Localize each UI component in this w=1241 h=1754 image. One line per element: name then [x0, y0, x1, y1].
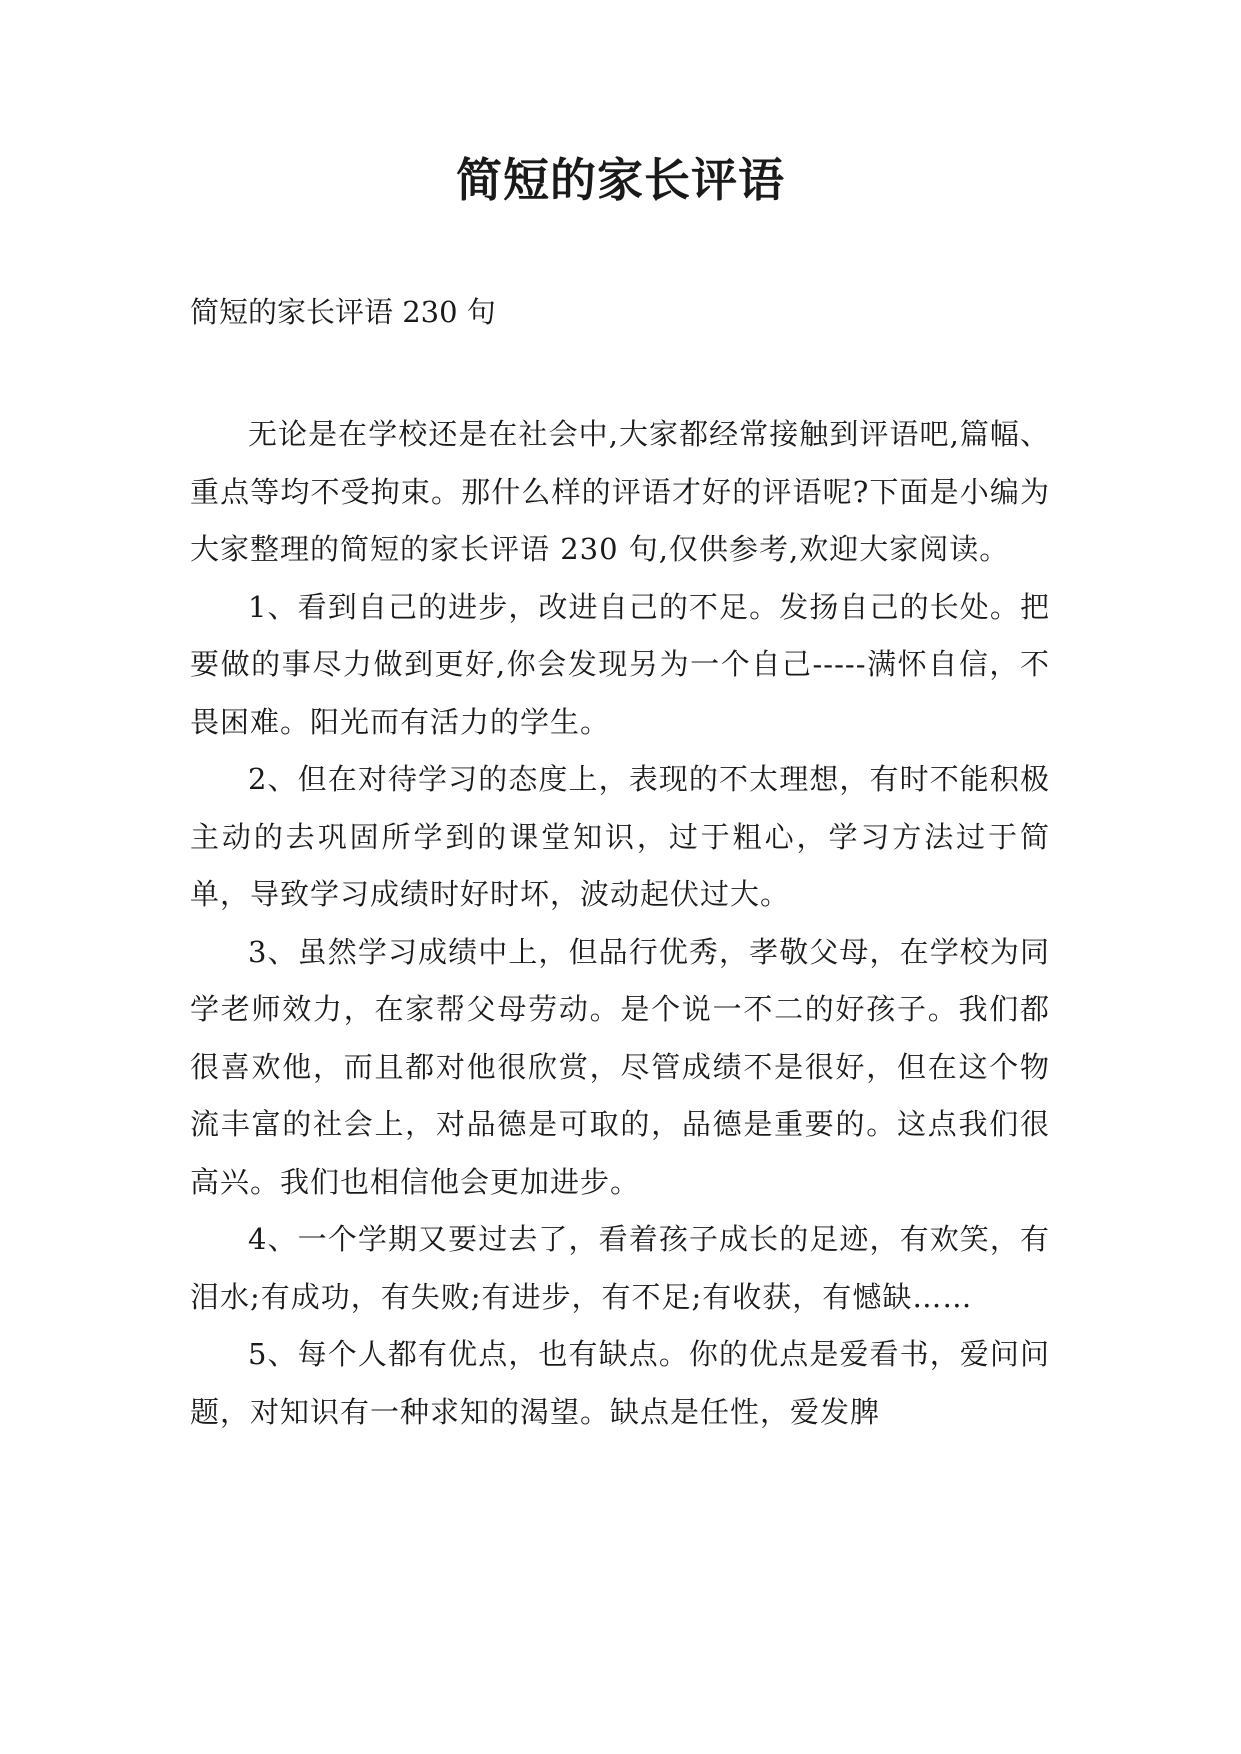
comment-paragraph-2: 2、但在对待学习的态度上，表现的不太理想，有时不能积极主动的去巩固所学到的课堂知识，过于粗心，学习方法过于简单，导致学习成绩时好时坏，波动起伏过大。	[190, 762, 1050, 911]
document-subtitle: 简短的家长评语 230 句	[190, 295, 496, 329]
comment-paragraph-5: 5、每个人都有优点，也有缺点。你的优点是爱看书，爱问问题，对知识有一种求知的渴望。缺点是任性，爱发脾	[190, 1337, 1050, 1429]
intro-paragraph: 无论是在学校还是在社会中,大家都经常接触到评语吧,篇幅、重点等均不受拘束。那什么样的评语才好的评语呢?下面是小编为大家整理的简短的家长评语 230 句,仅供参考,欢迎大家阅读。	[190, 417, 1050, 566]
comment-paragraph-4: 4、一个学期又要过去了，看着孩子成长的足迹，有欢笑，有泪水;有成功，有失败;有进步，有不足;有收获，有憾缺……	[190, 1222, 1050, 1314]
document-title: 简短的家长评语	[456, 153, 785, 207]
comment-paragraph-3: 3、虽然学习成绩中上，但品行优秀，孝敬父母，在学校为同学老师效力，在家帮父母劳动。是个说一不二的好孩子。我们都很喜欢他，而且都对他很欣赏，尽管成绩不是很好，但在这个物流丰富的社会上，对品德是可取的，品德是重要的。这点我们很高兴。我们也相信他会更加进步。	[190, 934, 1050, 1199]
document-body	[190, 406, 1050, 1441]
comment-paragraph-1: 1、看到自己的进步，改进自己的不足。发扬自己的长处。把要做的事尽力做到更好,你会发现另为一个自己-----满怀自信，不畏困难。阳光而有活力的学生。	[190, 589, 1050, 739]
